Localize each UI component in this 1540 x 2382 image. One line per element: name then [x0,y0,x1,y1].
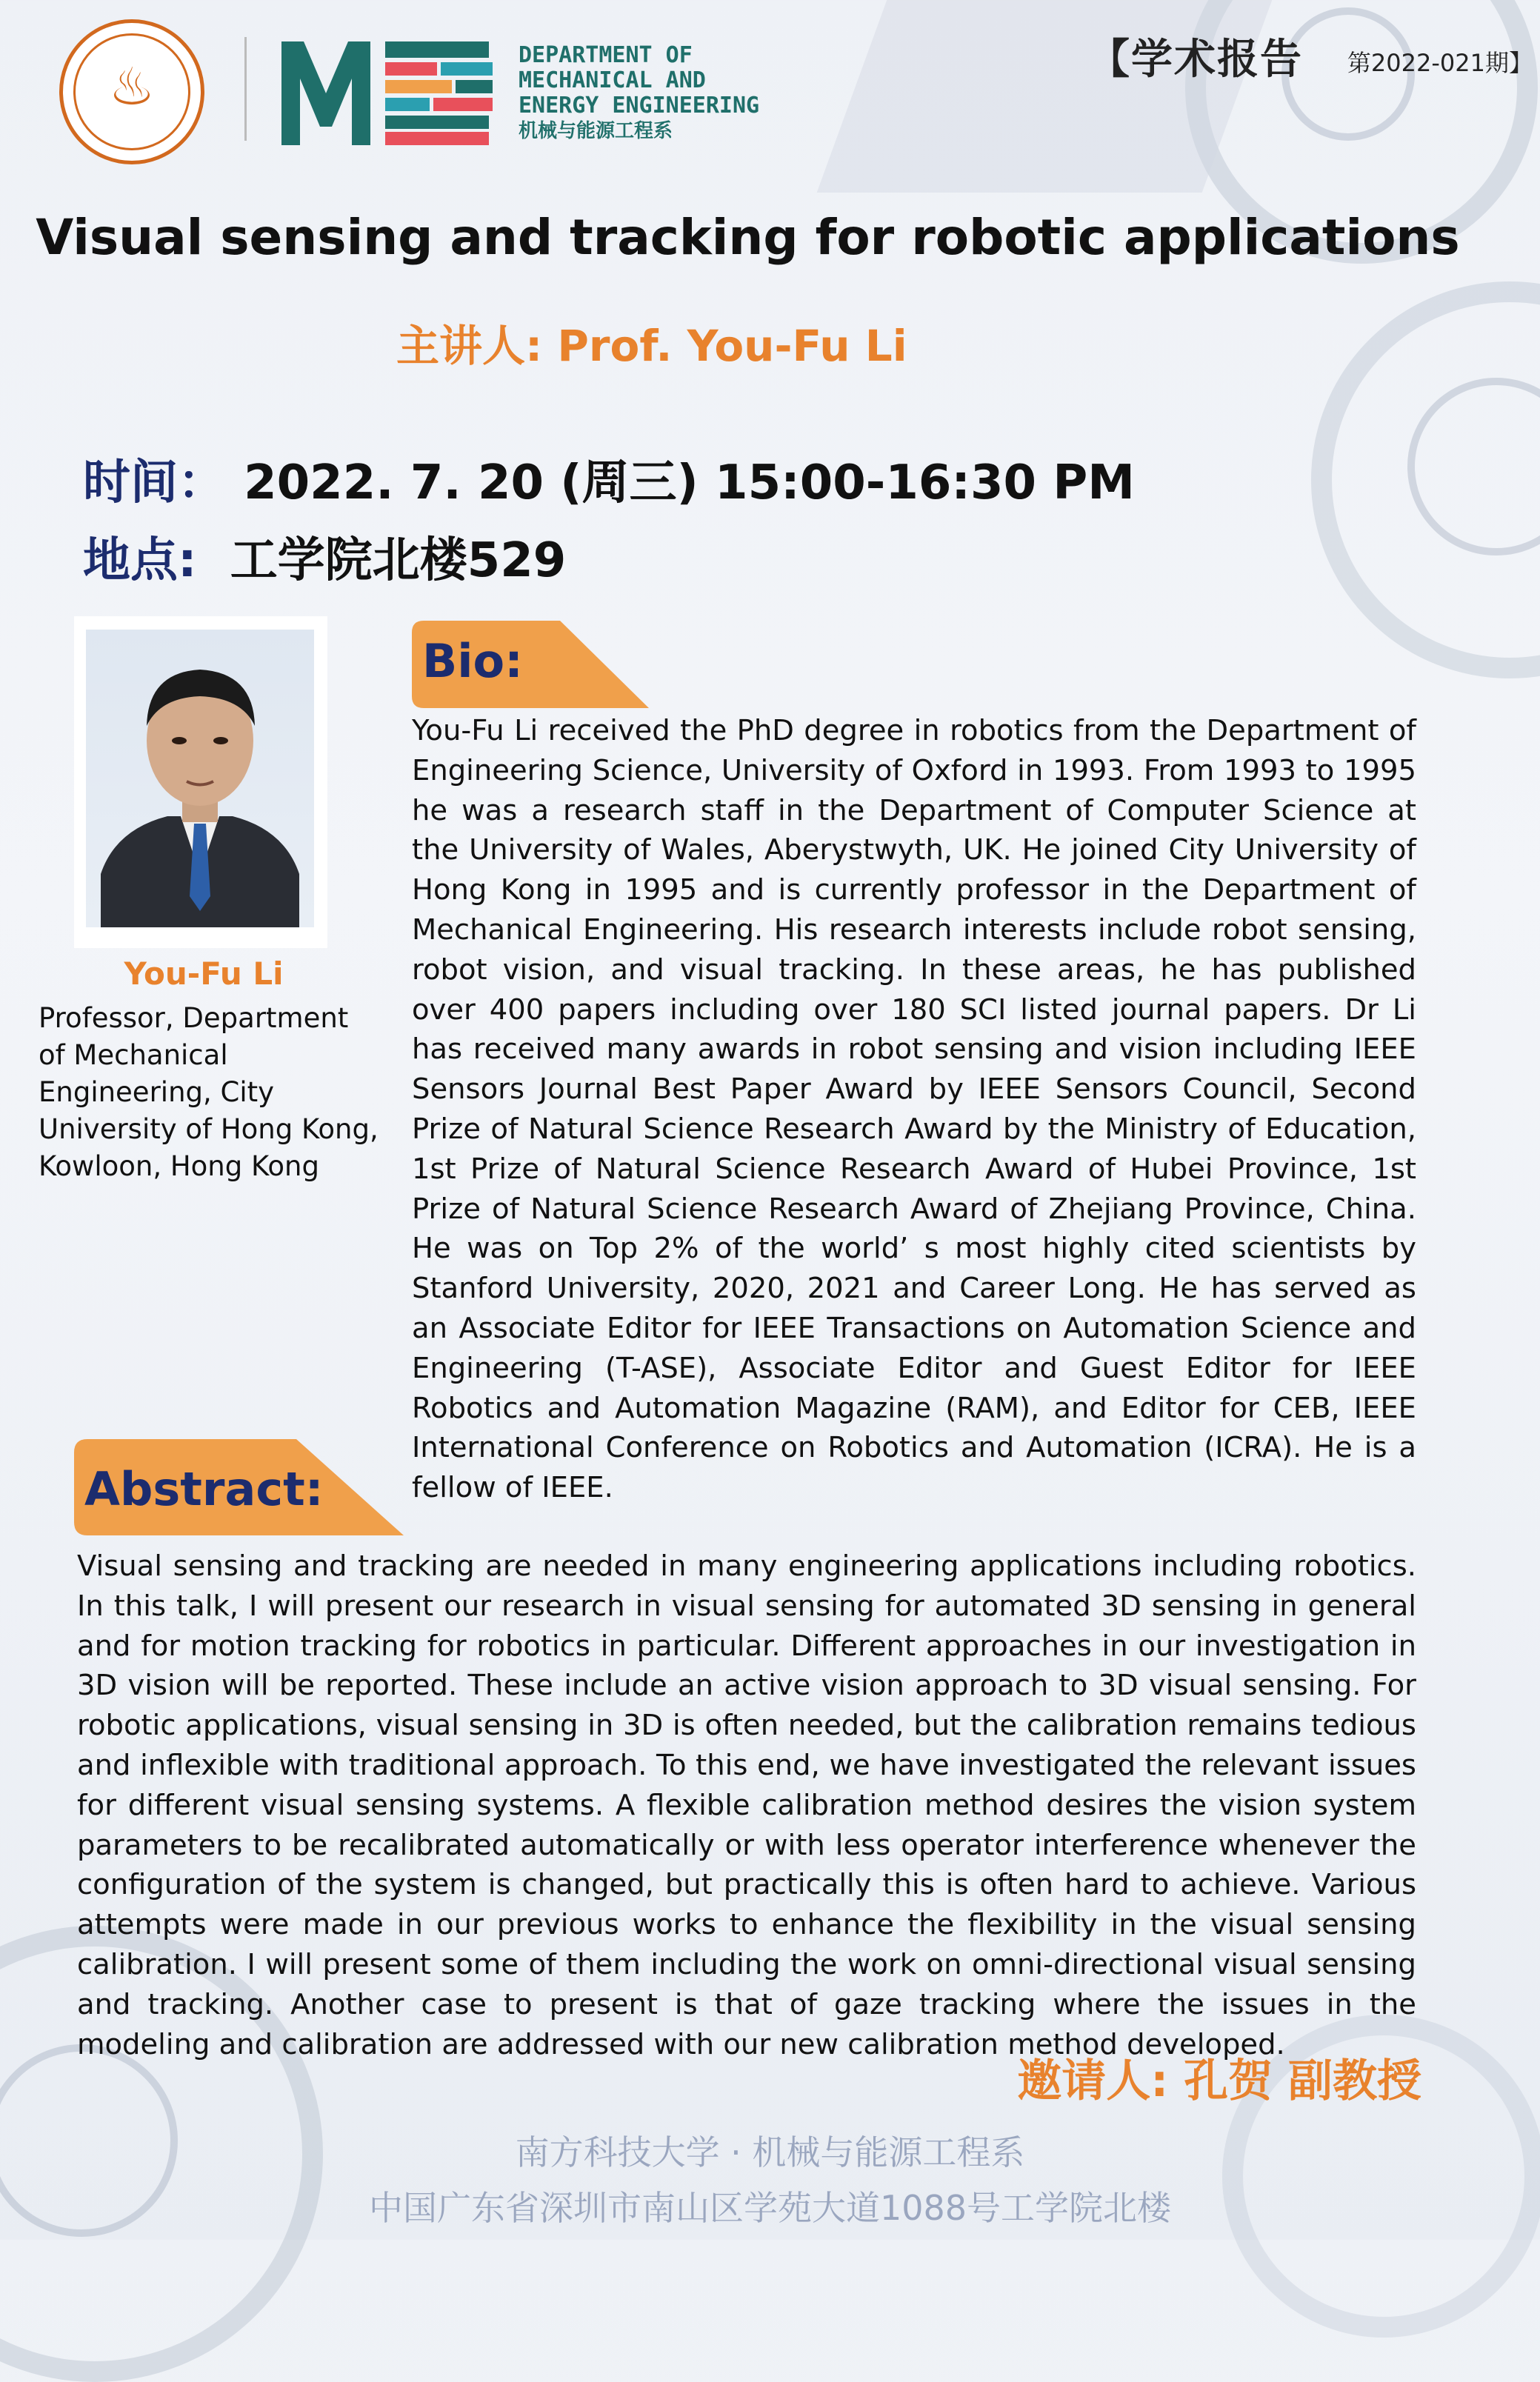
me-department-logo [281,27,504,160]
place-label: 地点: [83,533,197,588]
speaker-portrait-illustration [86,630,314,927]
speaker-card-title: Professor, Department of Mechanical Engineering, City University of Hong Kong, Kowloon, Hong Kong [39,1002,379,1182]
torch-icon: ♨ [108,56,156,117]
dept-line-1: DEPARTMENT OF [519,42,693,68]
header-divider [244,37,247,141]
footer-institution: 南方科技大学 · 机械与能源工程系 [515,2132,1025,2172]
issue-number: 第2022-021期】 [1347,49,1533,77]
place-value: 工学院北楼529 [230,533,567,588]
bio-heading: Bio: [422,634,523,688]
series-tag [1088,27,1303,86]
bio-text: You-Fu Li received the PhD degree in robotics from the Department of Engineering Science, University of Oxford in 1993. From 1993 to 1995 he was a research staff in the Department of Computer Science at the University of Wales, Aberystwyth, UK. He joined City University of Hong Kong in 1995 and is currently professor in the Department of Mechanical Engineering. His research interests include robot sensing, robot vision, and visual tracking. In these areas, he has published over 400 papers including over 180 SCI listed journal papers. Dr Li has received many awards in robot sensing and vision including IEEE Sensors Journal Best Paper Award by IEEE Sensors Council, Second Prize of Natural Science Research Award by the Ministry of Education, 1st Prize of Natural Science Research Award of Hubei Province, 1st Prize of Natural Science Research Award of Zhejiang Province, China. He was on Top 2% of the world’ s most highly cited scientists by Stanford University, 2020, 2021 and Career Long. He has served as an Associate Editor for IEEE Transactions on Automation Science and Engineering (T-ASE), Associate Editor and Guest Editor for IEEE Robotics and Automation Magazine (RAM), and Editor for CEB, IEEE International Conference on Robotics and Automation (ICRA). He is a fellow of IEEE. [412,714,1416,1505]
abstract-heading: Abstract: [84,1462,324,1516]
dept-line-3: ENERGY ENGINEERING [519,93,760,119]
inviter: 邀请人: 孔贺 副教授 [1017,2055,1421,2107]
dept-name-cn: 机械与能源工程系 [519,120,673,142]
university-logo [59,19,204,164]
time-value: 2022. 7. 20 (周三) 15:00-16:30 PM [244,456,1135,510]
speaker-photo [86,630,314,927]
department-name [519,43,759,144]
speaker-label: 主讲人: [396,321,543,371]
dept-line-2: MECHANICAL AND [519,67,706,93]
footer-address: 中国广东省深圳市南山区学苑大道1088号工学院北楼 [368,2188,1172,2228]
talk-title: Visual sensing and tracking for robotic applications [36,209,1460,266]
time-row [83,444,1135,513]
speaker-line [396,311,907,373]
speaker-card-name: You-Fu Li [124,955,284,992]
place-row [83,522,566,590]
time-label: 时间： [83,456,225,510]
series-tag-text: 【学术报告 [1088,36,1303,84]
speaker-name: Prof. You-Fu Li [542,321,907,371]
abstract-text: Visual sensing and tracking are needed in many engineering applications including robotics. In this talk, I will present our research in visual sensing for automated 3D sensing in general and for motion tracking for robotics in particular. Different approaches in our investigation in 3D vision will be reported. These include an active vision approach to 3D visual sensing. For robotic applications, visual sensing in 3D is often needed, but the calibration remains tedious and inflexible with traditional approach. To this end, we have investigated the relevant issues for different visual sensing systems. A flexible calibration method desires the vision system parameters to be recalibrated automatically or with less operator interference whenever the configuration of the system is changed, but practically this is often hard to achieve. Various attempts were made in our previous works to enhance the flexibility in the visual sensing calibration. I will present some of them including the work on omni-directional visual sensing and tracking. Another case to present is that of gaze tracking where the issues in the modeling and calibration are addressed with our new calibration method developed. [77,1549,1416,2061]
